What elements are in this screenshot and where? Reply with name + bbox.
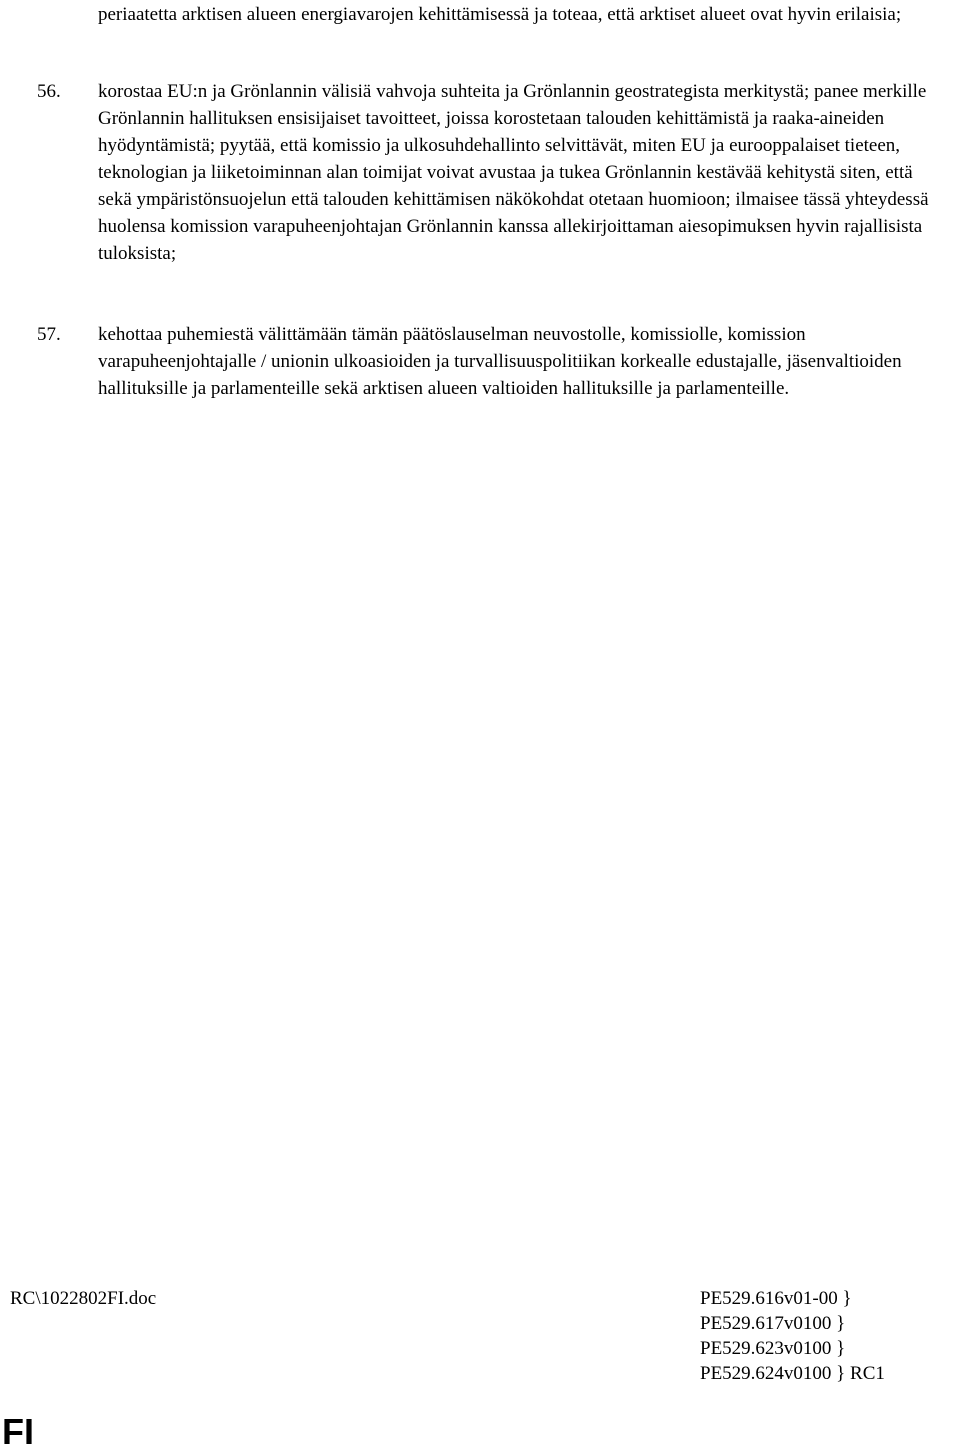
continuation-paragraph: periaatetta arktisen alueen energiavarojen kehittämisessä ja toteaa, että arktiset alueet ovat hyvin erilaisia; (98, 4, 902, 25)
footer-references (700, 1286, 885, 1386)
footer-reference-line: PE529.616v01-00 } (700, 1288, 852, 1309)
paragraph-57-text: kehottaa puhemiestä välittämään tämän päätöslauselman neuvostolle, komissiolle, komission varapuheenjohtajalle / unionin ulkoasioiden ja turvallisuuspolitiikan korkealle edustajalle, jäsenvaltioiden hallituksille ja parlamenteille sekä arktisen alueen valtioiden hallituksille ja parlamenteille. (98, 324, 902, 399)
footer-reference-line: PE529.617v0100 } (700, 1313, 846, 1334)
paragraph-number-56: 56. (37, 81, 61, 102)
footer-reference-line: PE529.624v0100 } RC1 (700, 1363, 885, 1384)
paragraph-56-text: korostaa EU:n ja Grönlannin välisiä vahvoja suhteita ja Grönlannin geostrategista merkitystä; panee merkille Grönlannin hallituksen ensisijaiset tavoitteet, joissa korostetaan talouden kehittämistä ja raaka-aineiden hyödyntämistä; pyytää, että komissio ja ulkosuhdehallinto selvittävät, miten EU ja eurooppalaiset tieteen, teknologian ja liiketoiminnan alan toimijat voivat avustaa ja tukea Grönlannin kestävää kehitystä siten, että sekä ympäristönsuojelun että talouden kehittämisen näkökohdat otetaan huomioon; ilmaisee tässä yhteydessä huolensa komission varapuheenjohtajan Grönlannin kanssa allekirjoittaman aiesopimuksen hyvin rajallisista tuloksista; (98, 81, 929, 264)
footer-reference-line: PE529.623v0100 } (700, 1338, 846, 1359)
paragraph-number-57: 57. (37, 324, 61, 345)
footer-file-name: RC\1022802FI.doc (10, 1288, 157, 1309)
language-code: FI (2, 1411, 34, 1452)
